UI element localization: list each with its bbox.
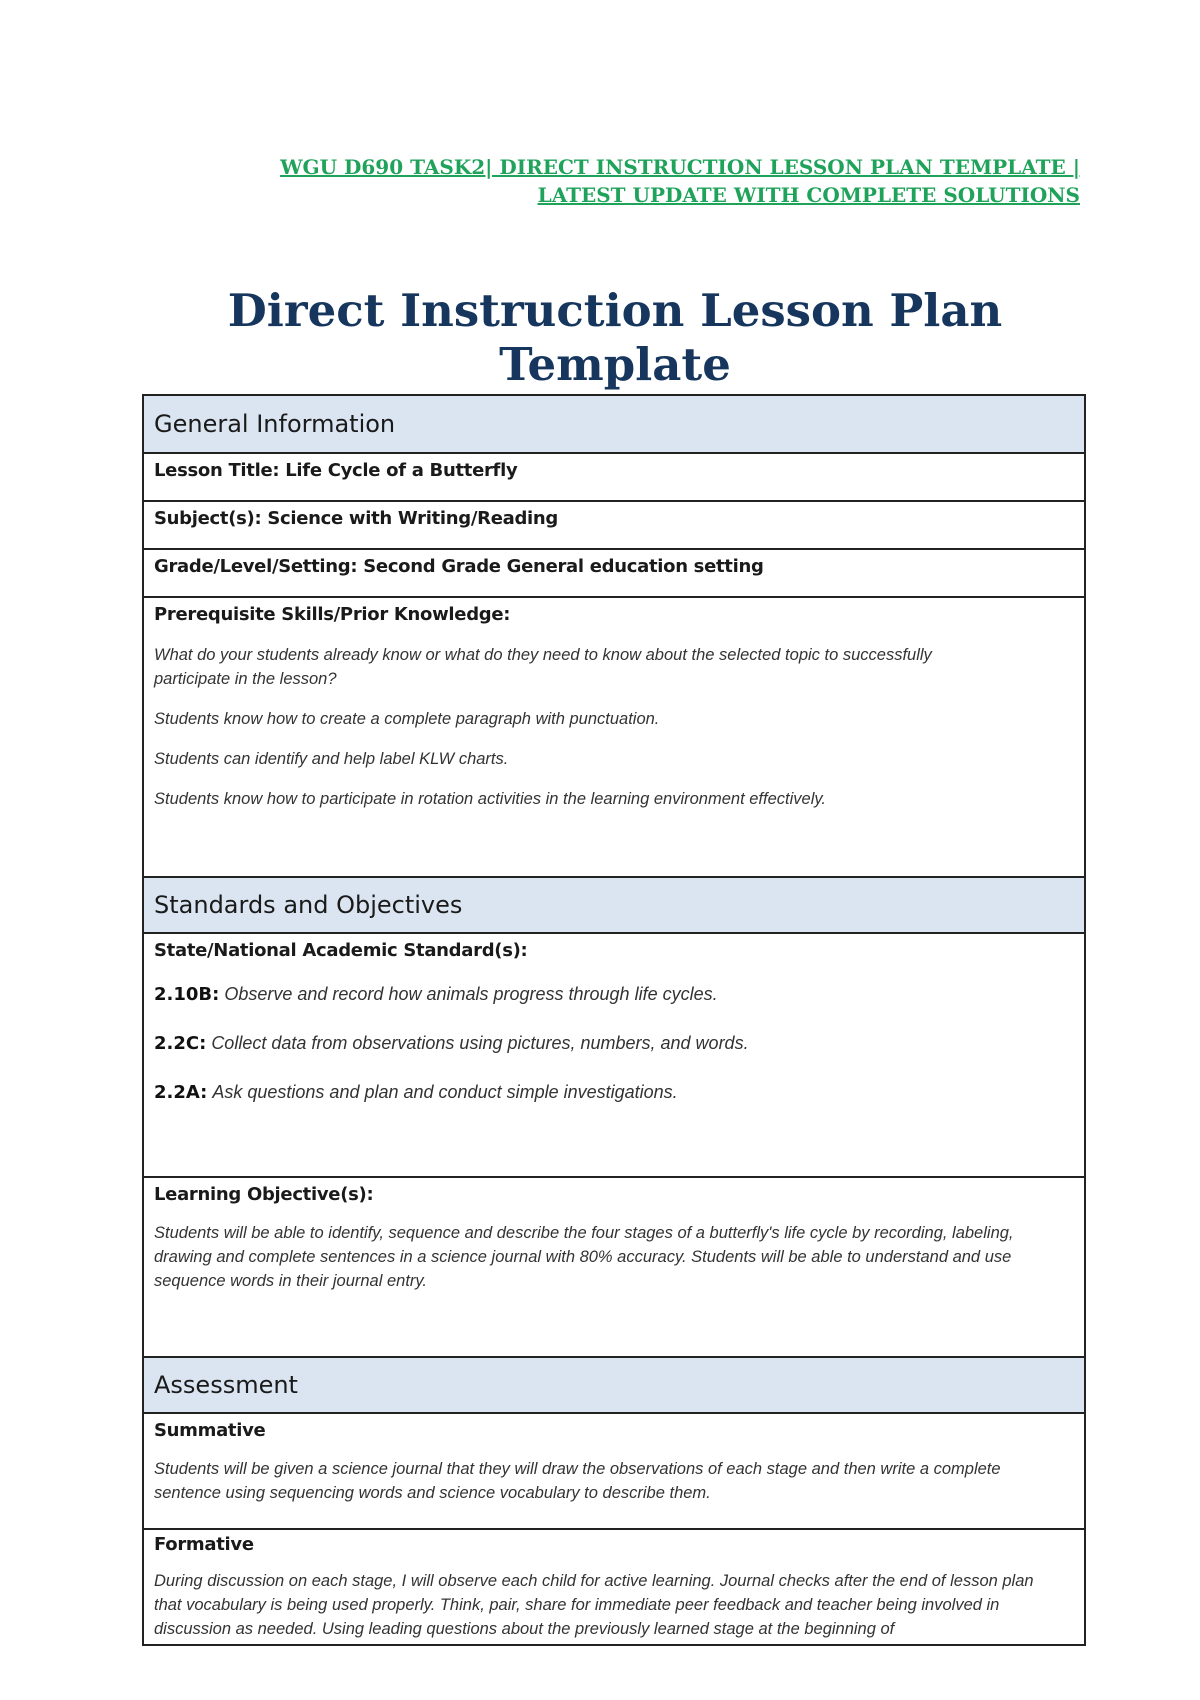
title-line-1: Direct Instruction Lesson Plan	[227, 284, 1003, 337]
prerequisite-prompt: What do your students already know or what do they need to know about the selected topic to successfully participate in the lesson?	[154, 646, 932, 688]
prerequisite-item: Students know how to participate in rotation activities in the learning environment effectively.	[154, 790, 826, 808]
objectives-row	[144, 1176, 1084, 1356]
prerequisite-item: Students can identify and help label KLW charts.	[154, 750, 509, 768]
standard-text: Ask questions and plan and conduct simple investigations.	[212, 1082, 678, 1102]
grade-level-setting: Grade/Level/Setting: Second Grade General education setting	[154, 556, 764, 577]
standard-text: Observe and record how animals progress through life cycles.	[224, 984, 718, 1004]
objectives-text: Students will be able to identify, sequence and describe the four stages of a butterfly's life cycle by recording, labeling, drawing and complete sentences in a science journal with 80% accuracy. Students will be able to understand and use sequence words in their journal entry.	[154, 1224, 1014, 1290]
prerequisite-label: Prerequisite Skills/Prior Knowledge:	[154, 604, 511, 625]
prerequisite-item: Students know how to create a complete paragraph with punctuation.	[154, 710, 660, 728]
formative-text: During discussion on each stage, I will observe each child for active learning. Journal checks after the end of lesson plan that vocabulary is being used properly. Think, pair, share for immediate peer feedback and teacher being involved in discussion as needed. Using leading questions about the previously learned stage at the beginning of	[154, 1572, 1034, 1638]
subjects-row	[144, 500, 1084, 548]
grade-row	[144, 548, 1084, 596]
formative-label: Formative	[154, 1534, 254, 1555]
standard-code: 2.10B:	[154, 984, 220, 1005]
objectives-label: Learning Objective(s):	[154, 1184, 374, 1205]
standard-code: 2.2A:	[154, 1082, 208, 1103]
standard-item	[154, 981, 1074, 1008]
section-standards-objectives	[144, 876, 1084, 932]
header-line-1: WGU D690 TASK2| DIRECT INSTRUCTION LESSON PLAN TEMPLATE |	[280, 155, 1080, 179]
standard-code: 2.2C:	[154, 1033, 207, 1054]
lesson-title-row	[144, 452, 1084, 500]
standards-label: State/National Academic Standard(s):	[154, 940, 528, 961]
section-general-information	[144, 396, 1084, 452]
lesson-plan-table	[142, 394, 1086, 1646]
section-heading: Standards and Objectives	[154, 891, 463, 919]
standards-row	[144, 932, 1084, 1176]
header-line-2: LATEST UPDATE WITH COMPLETE SOLUTIONS	[537, 183, 1080, 207]
standard-text: Collect data from observations using pictures, numbers, and words.	[211, 1033, 749, 1053]
page-title	[142, 284, 1088, 392]
subjects: Subject(s): Science with Writing/Reading	[154, 508, 559, 529]
section-heading: Assessment	[154, 1371, 298, 1399]
document-header	[250, 153, 1080, 209]
formative-row	[144, 1528, 1084, 1644]
prerequisite-row	[144, 596, 1084, 876]
summative-text: Students will be given a science journal that they will draw the observations of each stage and then write a complete sentence using sequencing words and science vocabulary to describe them.	[154, 1460, 1001, 1502]
lesson-title: Lesson Title: Life Cycle of a Butterfly	[154, 460, 518, 481]
standard-item	[154, 1030, 1074, 1057]
title-line-2: Template	[499, 338, 731, 391]
section-assessment	[144, 1356, 1084, 1412]
section-heading: General Information	[154, 410, 396, 438]
summative-row	[144, 1412, 1084, 1528]
summative-label: Summative	[154, 1420, 266, 1441]
standard-item	[154, 1079, 1074, 1106]
